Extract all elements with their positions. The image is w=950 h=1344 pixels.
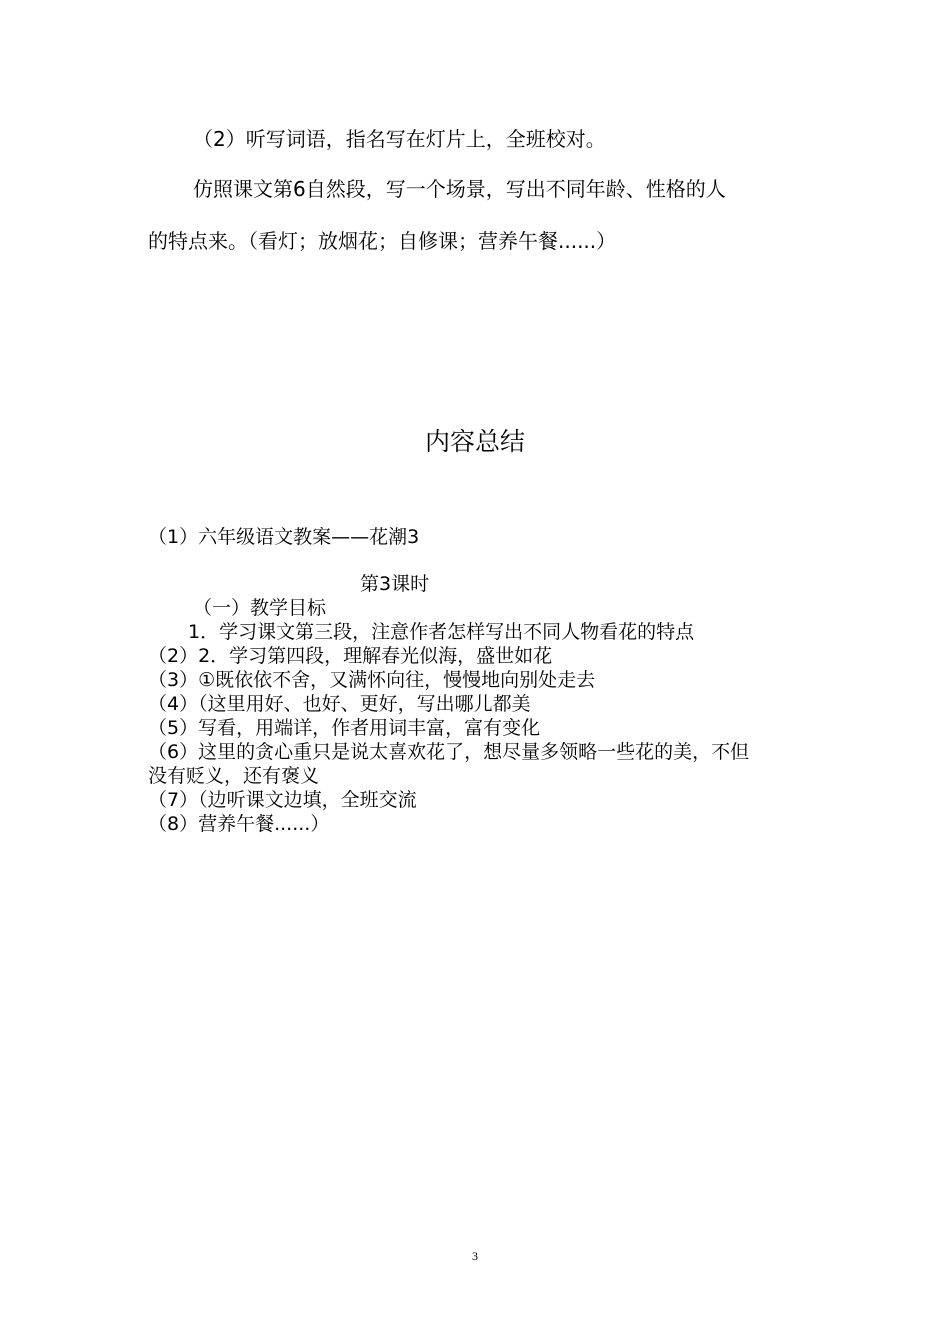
summary-item-8: （8）营养午餐......）: [148, 813, 330, 835]
summary-item-4: （4）（这里用好、也好、更好，写出哪儿都美: [148, 693, 531, 715]
lesson-heading: 第3课时: [360, 573, 430, 595]
summary-item-5: （5）写看，用端详，作者用词丰富，富有变化: [148, 717, 541, 739]
page-number: 3: [472, 1249, 478, 1263]
goal-item-1: 1．学习课文第三段，注意作者怎样写出不同人物看花的特点: [188, 621, 695, 643]
goal-heading: （一）教学目标: [193, 597, 327, 619]
imitation-paragraph-line-2: 的特点来。（看灯；放烟花；自修课；营养午餐......）: [148, 229, 617, 253]
summary-title: 内容总结: [424, 427, 525, 456]
imitation-paragraph-line-1: 仿照课文第6自然段，写一个场景，写出不同年龄、性格的人: [193, 177, 726, 201]
summary-item-7: （7）（边听课文边填，全班交流: [148, 789, 417, 811]
summary-item-2: （2）2．学习第四段，理解春光似海，盛世如花: [148, 645, 553, 667]
summary-item-3: （3）①既依依不舍，又满怀向往，慢慢地向别处走去: [148, 669, 596, 691]
dictation-paragraph: （2）听写词语，指名写在灯片上，全班校对。: [193, 127, 606, 151]
summary-item-1: （1）六年级语文教案——花潮3: [148, 526, 420, 548]
summary-item-6-line-2: 没有贬义，还有褒义: [148, 765, 320, 787]
summary-item-6-line-1: （6）这里的贪心重只是说太喜欢花了，想尽量多领略一些花的美，不但: [148, 741, 750, 763]
